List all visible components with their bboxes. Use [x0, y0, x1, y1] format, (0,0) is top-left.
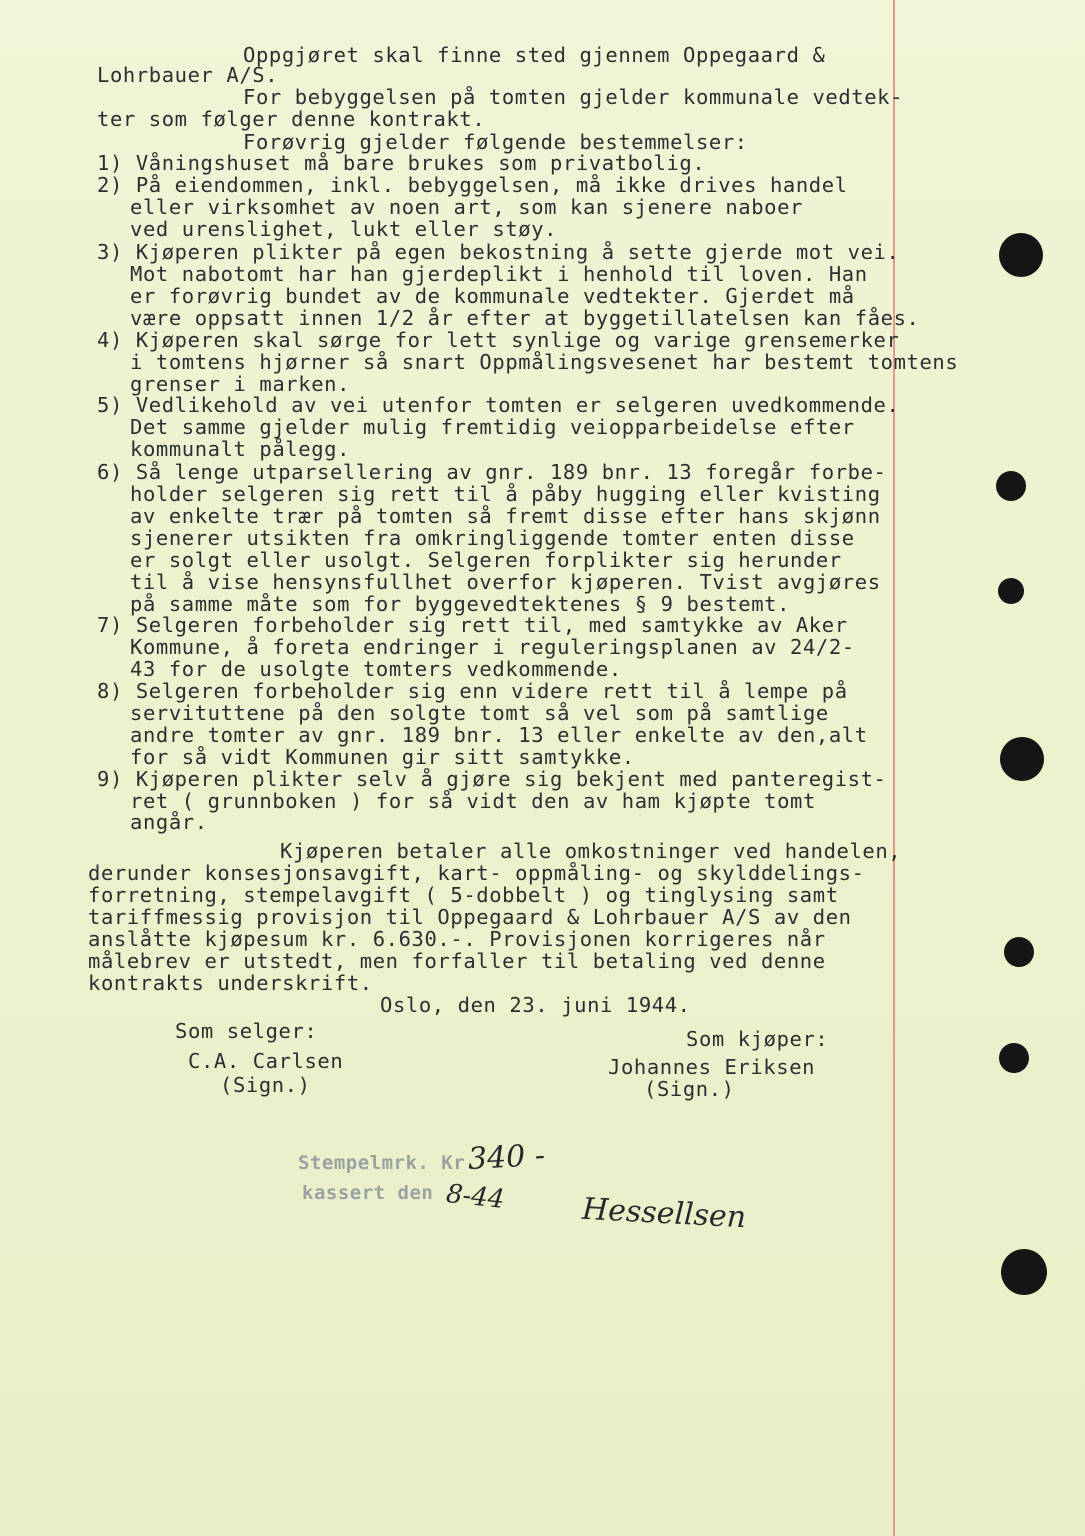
text-line: være oppsatt innen 1/2 år efter at byggetillatelsen kan fåes.: [130, 306, 920, 330]
text-line: i tomtens hjørner så snart Oppmålingsvesenet har bestemt tomtens: [130, 350, 959, 374]
text-line: 6) Så lenge utparsellering av gnr. 189 bnr. 13 foregår forbe-: [97, 460, 887, 484]
text-line: Mot nabotomt har han gjerdeplikt i henhold til loven. Han: [130, 262, 868, 286]
text-line: Forøvrig gjelder følgende bestemmelser:: [243, 130, 748, 154]
text-line: Kjøperen betaler alle omkostninger ved handelen,: [280, 839, 902, 863]
text-line: 43 for de usolgte tomters vedkommende.: [130, 657, 622, 681]
text-line: 9) Kjøperen plikter selv å gjøre sig bekjent med panteregist-: [97, 767, 887, 791]
place-date: Oslo, den 23. juni 1944.: [380, 993, 691, 1017]
text-line: Oppgjøret skal finne sted gjennem Oppegaard &: [243, 43, 826, 67]
text-line: tariffmessig provisjon til Oppegaard & Lohrbauer A/S av den: [88, 905, 852, 929]
handwritten-amount: 340 -: [467, 1138, 546, 1177]
punch-hole-icon: [1004, 937, 1034, 967]
buyer-label: Som kjøper:: [686, 1027, 829, 1051]
text-line: kommunalt pålegg.: [130, 437, 351, 461]
text-line: grenser i marken.: [130, 372, 351, 396]
text-line: 3) Kjøperen plikter på egen bekostning å sette gjerde mot vei.: [97, 240, 900, 264]
text-line: målebrev er utstedt, men forfaller til betaling ved denne: [88, 949, 826, 973]
text-line: 7) Selgeren forbeholder sig rett til, med samtykke av Aker: [97, 613, 848, 637]
text-line: på samme måte som for byggevedtektenes § 9 bestemt.: [130, 592, 791, 616]
text-line: eller virksomhet av noen art, som kan sjenere naboer: [130, 195, 803, 219]
stamp-line-2: kassert den: [302, 1182, 434, 1204]
text-line: angår.: [130, 810, 208, 834]
text-line: til å vise hensynsfullhet overfor kjøperen. Tvist avgjøres: [130, 570, 881, 594]
text-line: for så vidt Kommunen gir sitt samtykke.: [130, 745, 635, 769]
punch-hole-icon: [999, 233, 1043, 277]
punch-hole-icon: [996, 471, 1026, 501]
text-line: 8) Selgeren forbeholder sig enn videre rett til å lempe på: [97, 679, 848, 703]
punch-hole-icon: [1000, 737, 1044, 781]
punch-hole-icon: [998, 578, 1024, 604]
buyer-name: Johannes Eriksen: [608, 1055, 816, 1079]
seller-sign: (Sign.): [220, 1073, 311, 1097]
seller-label: Som selger:: [175, 1019, 318, 1043]
punch-hole-icon: [1001, 1249, 1047, 1295]
text-line: andre tomter av gnr. 189 bnr. 13 eller enkelte av den,alt: [130, 723, 868, 747]
text-line: Det samme gjelder mulig fremtidig veiopparbeidelse efter: [130, 415, 855, 439]
text-line: av enkelte trær på tomten så fremt disse efter hans skjønn: [130, 504, 881, 528]
text-line: 4) Kjøperen skal sørge for lett synlige og varige grensemerker: [97, 328, 900, 352]
text-line: forretning, stempelavgift ( 5-dobbelt ) og tinglysing samt: [88, 883, 839, 907]
text-line: ved urenslighet, lukt eller støy.: [130, 217, 558, 241]
text-line: ter som følger denne kontrakt.: [97, 107, 486, 131]
text-line: servituttene på den solgte tomt så vel som på samtlige: [130, 701, 829, 725]
text-line: ret ( grunnboken ) for så vidt den av ham kjøpte tomt: [130, 789, 816, 813]
punch-hole-icon: [999, 1043, 1029, 1073]
text-line: er solgt eller usolgt. Selgeren forplikter sig herunder: [130, 548, 842, 572]
text-line: anslåtte kjøpesum kr. 6.630.-. Provisjonen korrigeres når: [88, 927, 826, 951]
text-line: sjenerer utsikten fra omkringliggende tomter enten disse: [130, 526, 855, 550]
text-line: Kommune, å foreta endringer i reguleringsplanen av 24/2-: [130, 635, 855, 659]
seller-name: C.A. Carlsen: [188, 1049, 344, 1073]
text-line: 5) Vedlikehold av vei utenfor tomten er selgeren uvedkommende.: [97, 393, 900, 417]
text-line: kontrakts underskrift.: [88, 971, 373, 995]
handwritten-signature: Hessellsen: [581, 1191, 747, 1236]
text-line: For bebyggelsen på tomten gjelder kommunale vedtek-: [243, 85, 904, 109]
text-line: 2) På eiendommen, inkl. bebyggelsen, må ikke drives handel: [97, 173, 848, 197]
handwritten-date: 8-44: [444, 1179, 506, 1215]
red-margin-line: [893, 0, 895, 1536]
text-line: holder selgeren sig rett til å påby hugging eller kvisting: [130, 482, 881, 506]
stamp-line-1: Stempelmrk. Kr.: [298, 1152, 478, 1174]
text-line: er forøvrig bundet av de kommunale vedtekter. Gjerdet må: [130, 284, 855, 308]
text-line: 1) Våningshuset må bare brukes som privatbolig.: [97, 151, 706, 175]
text-line: derunder konsesjonsavgift, kart- oppmåling- og skylddelings-: [88, 861, 865, 885]
text-line: Lohrbauer A/S.: [97, 63, 279, 87]
buyer-sign: (Sign.): [644, 1077, 735, 1101]
